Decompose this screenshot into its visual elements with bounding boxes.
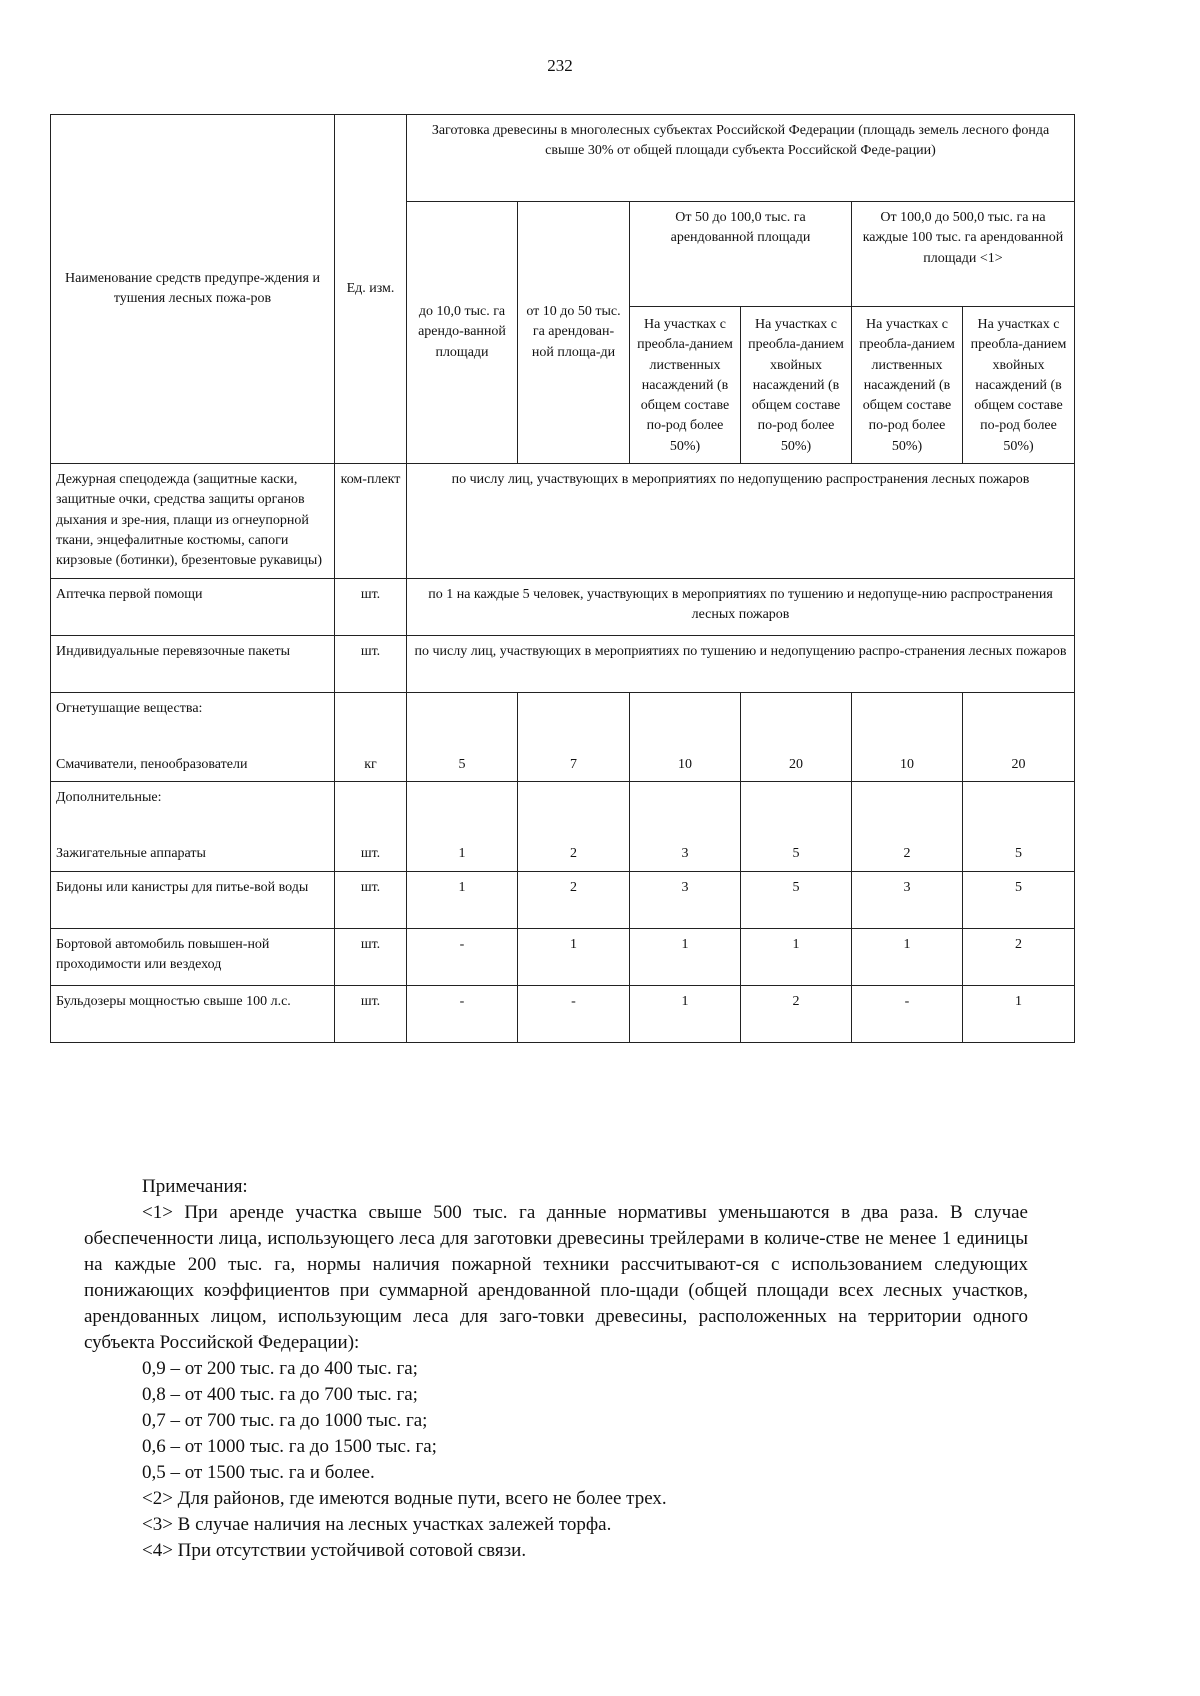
row-name: Дежурная спецодежда (защитные каски, защитные очки, средства защиты органов дыхания и зре-ния, плащи из огнеупорной ткани, энцефалитные костюмы, сапоги кирзовые (ботинки), брезентовые рукавицы) xyxy=(51,464,335,578)
header-row-main xyxy=(51,115,1075,202)
header-main: Заготовка древесины в многолесных субъектах Российской Федерации (площадь земель лесного фонда свыше 30% от общей площади субъекта Российской Феде-рации) xyxy=(407,115,1075,202)
row-value: 5 xyxy=(407,692,518,782)
row-name xyxy=(51,782,335,872)
row-value: 1 xyxy=(407,871,518,928)
row-value: 3 xyxy=(852,871,963,928)
row-name xyxy=(51,692,335,782)
table-row xyxy=(51,635,1075,692)
header-coniferous-100-500: На участках с преобла-данием хвойных насаждений (в общем составе по-род более 50%) xyxy=(963,307,1075,464)
coefficient-item: 0,7 – от 700 тыс. га до 1000 тыс. га; xyxy=(142,1410,428,1431)
row-value: 1 xyxy=(630,985,741,1042)
row-value: 20 xyxy=(741,692,852,782)
row-note: по 1 на каждые 5 человек, участвующих в мероприятиях по тушению и недопуще-нию распространения лесных пожаров xyxy=(407,578,1075,635)
table-row xyxy=(51,782,1075,872)
note-3: <3> В случае наличия на лесных участках залежей торфа. xyxy=(142,1514,612,1535)
coefficient-item: 0,9 – от 200 тыс. га до 400 тыс. га; xyxy=(142,1358,418,1379)
row-name: Аптечка первой помощи xyxy=(51,578,335,635)
row-value: 2 xyxy=(852,782,963,872)
coefficient-item: 0,6 – от 1000 тыс. га до 1500 тыс. га; xyxy=(142,1436,437,1457)
header-name: Наименование средств предупре-ждения и тушения лесных пожа-ров xyxy=(51,115,335,464)
row-item-label: Смачиватели, пенообразователи xyxy=(56,756,248,772)
table-row xyxy=(51,928,1075,985)
header-range-50-100: От 50 до 100,0 тыс. га арендованной площади xyxy=(630,202,852,307)
header-deciduous-50-100: На участках с преобла-данием лиственных насаждений (в общем составе по-род более 50%) xyxy=(630,307,741,464)
row-value: 20 xyxy=(963,692,1075,782)
row-value: 2 xyxy=(518,871,630,928)
fire-equipment-norms-table xyxy=(50,114,1075,1043)
header-deciduous-100-500: На участках с преобла-данием лиственных насаждений (в общем составе по-род более 50%) xyxy=(852,307,963,464)
row-item-label: Зажигательные аппараты xyxy=(56,846,206,862)
coefficient-item: 0,8 – от 400 тыс. га до 700 тыс. га; xyxy=(142,1384,418,1405)
row-value: 2 xyxy=(741,985,852,1042)
row-unit: шт. xyxy=(335,928,407,985)
row-value: - xyxy=(407,928,518,985)
row-value: 5 xyxy=(741,782,852,872)
row-value: 2 xyxy=(963,928,1075,985)
header-coniferous-50-100: На участках с преобла-данием хвойных насаждений (в общем составе по-род более 50%) xyxy=(741,307,852,464)
coefficient-item: 0,5 – от 1500 тыс. га и более. xyxy=(142,1462,375,1483)
note-2: <2> Для районов, где имеются водные пути, всего не более трех. xyxy=(142,1488,667,1509)
row-value: 1 xyxy=(407,782,518,872)
header-col-under-10: до 10,0 тыс. га арендо-ванной площади xyxy=(407,202,518,464)
header-col-10-50: от 10 до 50 тыс. га арендован-ной площа-ди xyxy=(518,202,630,464)
row-unit: шт. xyxy=(335,985,407,1042)
row-value: - xyxy=(407,985,518,1042)
notes-section xyxy=(84,1174,1028,1564)
notes-title: Примечания: xyxy=(142,1176,248,1197)
row-unit: шт. xyxy=(335,635,407,692)
table-row xyxy=(51,871,1075,928)
row-note: по числу лиц, участвующих в мероприятиях по недопущению распространения лесных пожаров xyxy=(407,464,1075,578)
row-value: 1 xyxy=(963,985,1075,1042)
row-value: 2 xyxy=(518,782,630,872)
row-value: 3 xyxy=(630,782,741,872)
row-unit: шт. xyxy=(335,871,407,928)
header-unit: Ед. изм. xyxy=(335,115,407,464)
table-row xyxy=(51,464,1075,578)
row-group-label: Дополнительные: xyxy=(56,790,162,806)
row-value: 5 xyxy=(963,871,1075,928)
row-name: Бидоны или канистры для питье-вой воды xyxy=(51,871,335,928)
row-value: 7 xyxy=(518,692,630,782)
row-name: Бортовой автомобиль повышен-ной проходимости или вездеход xyxy=(51,928,335,985)
note-1: <1> При аренде участка свыше 500 тыс. га данные нормативы уменьшаются в два раза. В случае обеспеченности лица, использующего леса для заготовки древесины трейлерами в количе-стве не менее 1 единицы на каждые 200 тыс. га, нормы наличия пожарной техники рассчитывают-ся с использованием следующих понижающих коэффициентов при суммарной арендованной пло-щади (общей площади всех лесных участков, арендованных лицом, использующим леса для заго-товки древесины, расположенных на территории одного субъекта Российской Федерации): xyxy=(84,1202,1028,1353)
row-unit: кг xyxy=(335,692,407,782)
table-row xyxy=(51,985,1075,1042)
row-value: 1 xyxy=(852,928,963,985)
row-group-label: Огнетушащие вещества: xyxy=(56,700,203,716)
row-value: - xyxy=(518,985,630,1042)
table-row xyxy=(51,692,1075,782)
table-row xyxy=(51,578,1075,635)
header-range-100-500: От 100,0 до 500,0 тыс. га на каждые 100 тыс. га арендованной площади <1> xyxy=(852,202,1075,307)
row-unit: шт. xyxy=(335,578,407,635)
row-value: 10 xyxy=(630,692,741,782)
row-value: 1 xyxy=(630,928,741,985)
page-number: 232 xyxy=(547,56,573,75)
row-note: по числу лиц, участвующих в мероприятиях по тушению и недопущению распро-странения лесных пожаров xyxy=(407,635,1075,692)
row-value: 5 xyxy=(963,782,1075,872)
row-value: 5 xyxy=(741,871,852,928)
row-value: 10 xyxy=(852,692,963,782)
row-value: 1 xyxy=(741,928,852,985)
row-unit: шт. xyxy=(335,782,407,872)
row-unit: ком-плект xyxy=(335,464,407,578)
row-value: 1 xyxy=(518,928,630,985)
row-value: - xyxy=(852,985,963,1042)
row-name: Индивидуальные перевязочные пакеты xyxy=(51,635,335,692)
row-name: Бульдозеры мощностью свыше 100 л.с. xyxy=(51,985,335,1042)
row-value: 3 xyxy=(630,871,741,928)
note-4: <4> При отсутствии устойчивой сотовой связи. xyxy=(142,1540,527,1561)
